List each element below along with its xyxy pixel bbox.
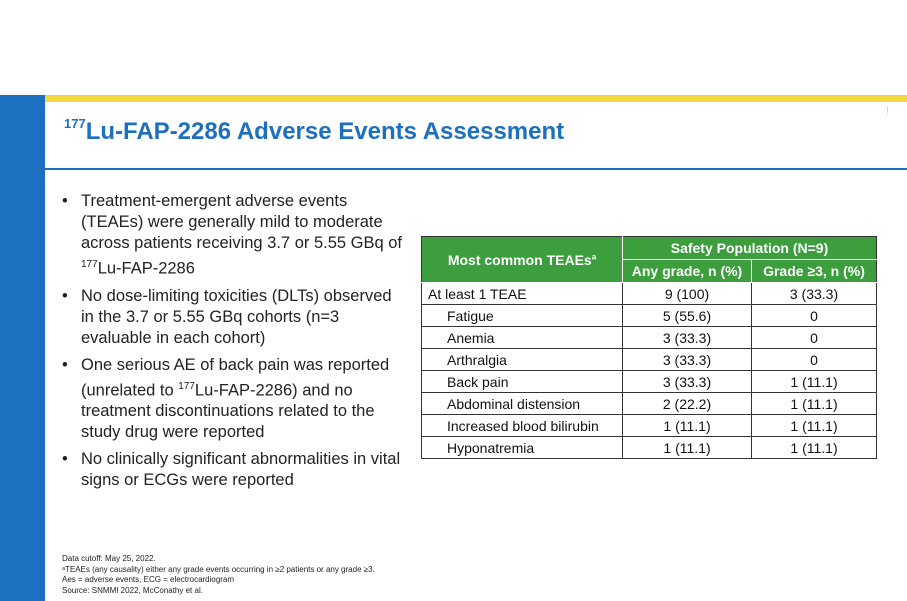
page-title — [64, 118, 564, 146]
table-row — [422, 327, 877, 349]
row-label: Arthralgia — [422, 349, 623, 371]
title-superscript: 177 — [64, 116, 86, 131]
table-row — [422, 415, 877, 437]
row-label: Anemia — [422, 327, 623, 349]
left-accent-bar — [0, 95, 45, 601]
bullet-dot: • — [62, 192, 68, 210]
cell-any-grade: 3 (33.3) — [623, 327, 752, 349]
bullet-dot: • — [62, 286, 68, 305]
cell-grade-3: 3 (33.3) — [752, 283, 877, 305]
row-label: Hyponatremia — [422, 437, 623, 459]
bullet-superscript: 177 — [81, 259, 98, 270]
row-label: Increased blood bilirubin — [422, 415, 623, 437]
cell-any-grade: 1 (11.1) — [623, 415, 752, 437]
corner-mark: ! — [886, 105, 890, 117]
cell-grade-3: 0 — [752, 349, 877, 371]
header-footnote-mark: a — [591, 251, 597, 261]
title-text: Lu-FAP-2286 Adverse Events Assessment — [85, 118, 565, 145]
row-label: Abdominal distension — [422, 393, 623, 415]
bullet-text: No clinically significant abnormalities in vital signs or ECGs were reported — [81, 450, 401, 489]
bullet-text: Treatment-emergent adverse events (TEAEs) were generally mild to moderate across patients receiving 3.7 or 5.55 GBq of — [81, 192, 403, 252]
bullet-text: No dose-limiting toxicities (DLTs) observed in the 3.7 or 5.55 GBq cohorts (n=3 evaluable in each cohort) — [81, 286, 392, 347]
footnote-abbreviations: Aes = adverse events, ECG = electrocardiogram — [62, 575, 235, 584]
bullet-item — [62, 191, 402, 280]
teae-table — [421, 236, 877, 459]
footnote-cutoff: Data cutoff: May 25, 2022. — [62, 554, 156, 563]
cell-grade-3: 0 — [752, 305, 877, 327]
cell-any-grade: 3 (33.3) — [623, 371, 752, 393]
table-row — [422, 437, 877, 459]
header-any-grade: Any grade, n (%) — [623, 260, 752, 283]
row-label: At least 1 TEAE — [422, 283, 623, 305]
title-divider — [45, 168, 907, 170]
table-row — [422, 283, 877, 305]
table-row — [422, 349, 877, 371]
bullet-text-after: Lu-FAP-2286 — [97, 259, 195, 278]
row-label: Fatigue — [422, 305, 623, 327]
cell-grade-3: 1 (11.1) — [752, 393, 877, 415]
bullet-dot: • — [62, 450, 68, 468]
footnote-a: ᵃTEAEs (any causality) either any grade events occurring in ≥2 patients or any grade ≥3. — [62, 564, 375, 574]
footnote-source: Source: SNMMI 2022, McConathy et al. — [62, 585, 203, 595]
cell-grade-3: 1 (11.1) — [752, 415, 877, 437]
bullet-text: One serious AE of back pain was reported (unrelated to — [81, 355, 390, 399]
cell-grade-3: 1 (11.1) — [752, 437, 877, 459]
footnotes — [62, 554, 462, 596]
top-accent-line — [45, 95, 907, 102]
cell-any-grade: 2 (22.2) — [623, 393, 752, 415]
cell-any-grade: 5 (55.6) — [623, 305, 752, 327]
bullet-item — [62, 449, 402, 491]
header-main-label: Most common TEAEs — [447, 251, 592, 268]
bullet-item — [62, 355, 402, 444]
bullet-text-after: Lu-FAP-2286) and no treatment discontinuations related to the study drug were reported — [81, 381, 375, 441]
bullet-superscript: 177 — [178, 380, 195, 392]
header-grade-3: Grade ≥3, n (%) — [752, 260, 877, 283]
header-safety-population: Safety Population (N=9) — [623, 237, 877, 260]
bullet-item — [62, 286, 402, 349]
header-most-common-teaes — [422, 237, 623, 283]
cell-grade-3: 1 (11.1) — [752, 371, 877, 393]
bullet-dot: • — [62, 355, 68, 374]
cell-any-grade: 3 (33.3) — [623, 349, 752, 371]
table-row — [422, 393, 877, 415]
table-row — [422, 305, 877, 327]
cell-grade-3: 0 — [752, 327, 877, 349]
bullet-list — [62, 191, 402, 497]
cell-any-grade: 1 (11.1) — [623, 437, 752, 459]
table-row — [422, 371, 877, 393]
row-label: Back pain — [422, 371, 623, 393]
cell-any-grade: 9 (100) — [623, 283, 752, 305]
